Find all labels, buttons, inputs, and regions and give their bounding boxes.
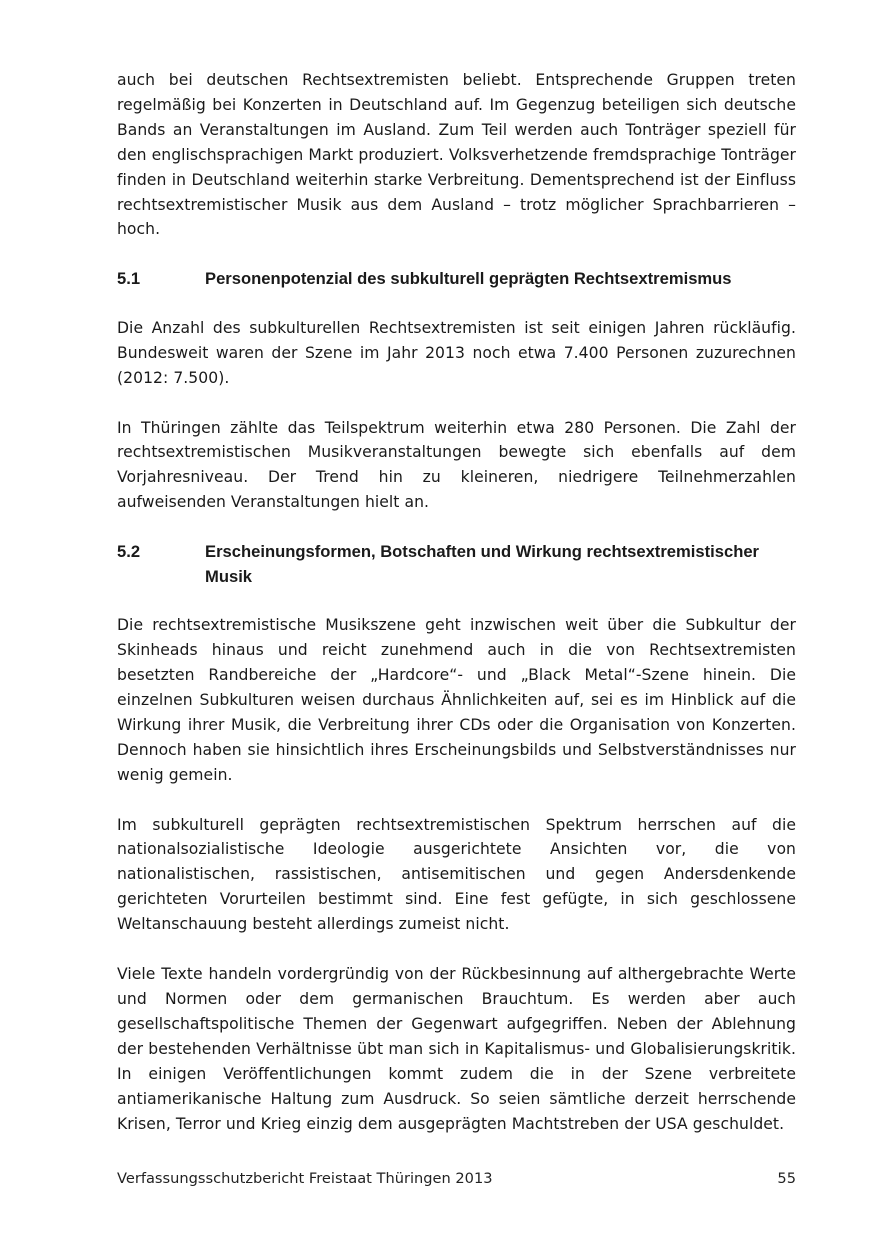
section-heading-5-1 <box>117 267 796 292</box>
page-number: 55 <box>777 1170 796 1187</box>
section-number: 5.2 <box>117 542 141 562</box>
body-paragraph: Die Anzahl des subkulturellen Rechtsextremisten ist seit einigen Jahren rückläufig. Bundesweit waren der Szene im Jahr 2013 noch etwa 7.400 Personen zuzurechnen (2012: 7.500). <box>117 318 796 387</box>
body-paragraph: Viele Texte handeln vordergründig von der Rückbesinnung auf althergebrachte Werte und Normen oder dem germanischen Brauchtum. Es werden aber auch gesellschaftspolitische Themen der Gegenwart aufgegriffen. Neben der Ablehnung der bestehenden Verhältnisse übt man sich in Kapitalismus- und Globalisierungskritik. In einigen Veröffentlichungen kommt zudem die in der Szene verbreitete antiamerikanische Haltung zum Ausdruck. So seien sämtliche derzeit herrschende Krisen, Terror und Krieg einzig dem ausgeprägten Machtstreben der USA geschuldet. <box>117 965 796 1133</box>
body-paragraph: Im subkulturell geprägten rechtsextremistischen Spektrum herrschen auf die nationalsozialistische Ideologie ausgerichtete Ansichten vor, die von nationalistischen, rassistischen, antisemitischen und gegen Andersdenkende gerichteten Vorurteilen bestimmt sind. Eine fest gefügte, in sich geschlossene Weltanschauung besteht allerdings zumeist nicht. <box>117 815 796 934</box>
section-title: Personenpotenzial des subkulturell geprägten Rechtsextremismus <box>205 269 732 289</box>
page-footer <box>117 1168 796 1190</box>
section-heading-5-2 <box>117 540 796 589</box>
footer-publication-title: Verfassungsschutzbericht Freistaat Thüringen 2013 <box>117 1170 493 1187</box>
intro-paragraph: auch bei deutschen Rechtsextremisten beliebt. Entsprechende Gruppen treten regelmäßig bei Konzerten in Deutschland auf. Im Gegenzug beteiligen sich deutsche Bands an Veranstaltungen im Ausland. Zum Teil werden auch Tonträger speziell für den englischsprachigen Markt produziert. Volksverhetzende fremdsprachige Tonträger finden in Deutschland weiterhin starke Verbreitung. Dementsprechend ist der Einfluss rechtsextremistischer Musik aus dem Ausland – trotz möglicher Sprachbarrieren – hoch. <box>117 71 796 239</box>
page-body <box>117 68 796 1136</box>
body-paragraph: In Thüringen zählte das Teilspektrum weiterhin etwa 280 Personen. Die Zahl der rechtsextremistischen Musikveranstaltungen bewegte sich ebenfalls auf dem Vorjahresniveau. Der Trend hin zu kleineren, niedrigere Teilnehmerzahlen aufweisenden Veranstaltungen hielt an. <box>117 418 796 512</box>
section-number: 5.1 <box>117 269 141 289</box>
section-title: Erscheinungsformen, Botschaften und Wirkung rechtsextremistischer Musik <box>205 542 760 586</box>
body-paragraph: Die rechtsextremistische Musikszene geht inzwischen weit über die Subkultur der Skinheads hinaus und reicht zunehmend auch in die von Rechtsextremisten besetzten Randbereiche der „Hardcore“- und „Black Metal“-Szene hinein. Die einzelnen Subkulturen weisen durchaus Ähnlichkeiten auf, sei es im Hinblick auf die Wirkung ihrer Musik, die Verbreitung ihrer CDs oder die Organisation von Konzerten. Dennoch haben sie hinsichtlich ihres Erscheinungsbilds und Selbstverständnisses nur wenig gemein. <box>117 616 796 784</box>
